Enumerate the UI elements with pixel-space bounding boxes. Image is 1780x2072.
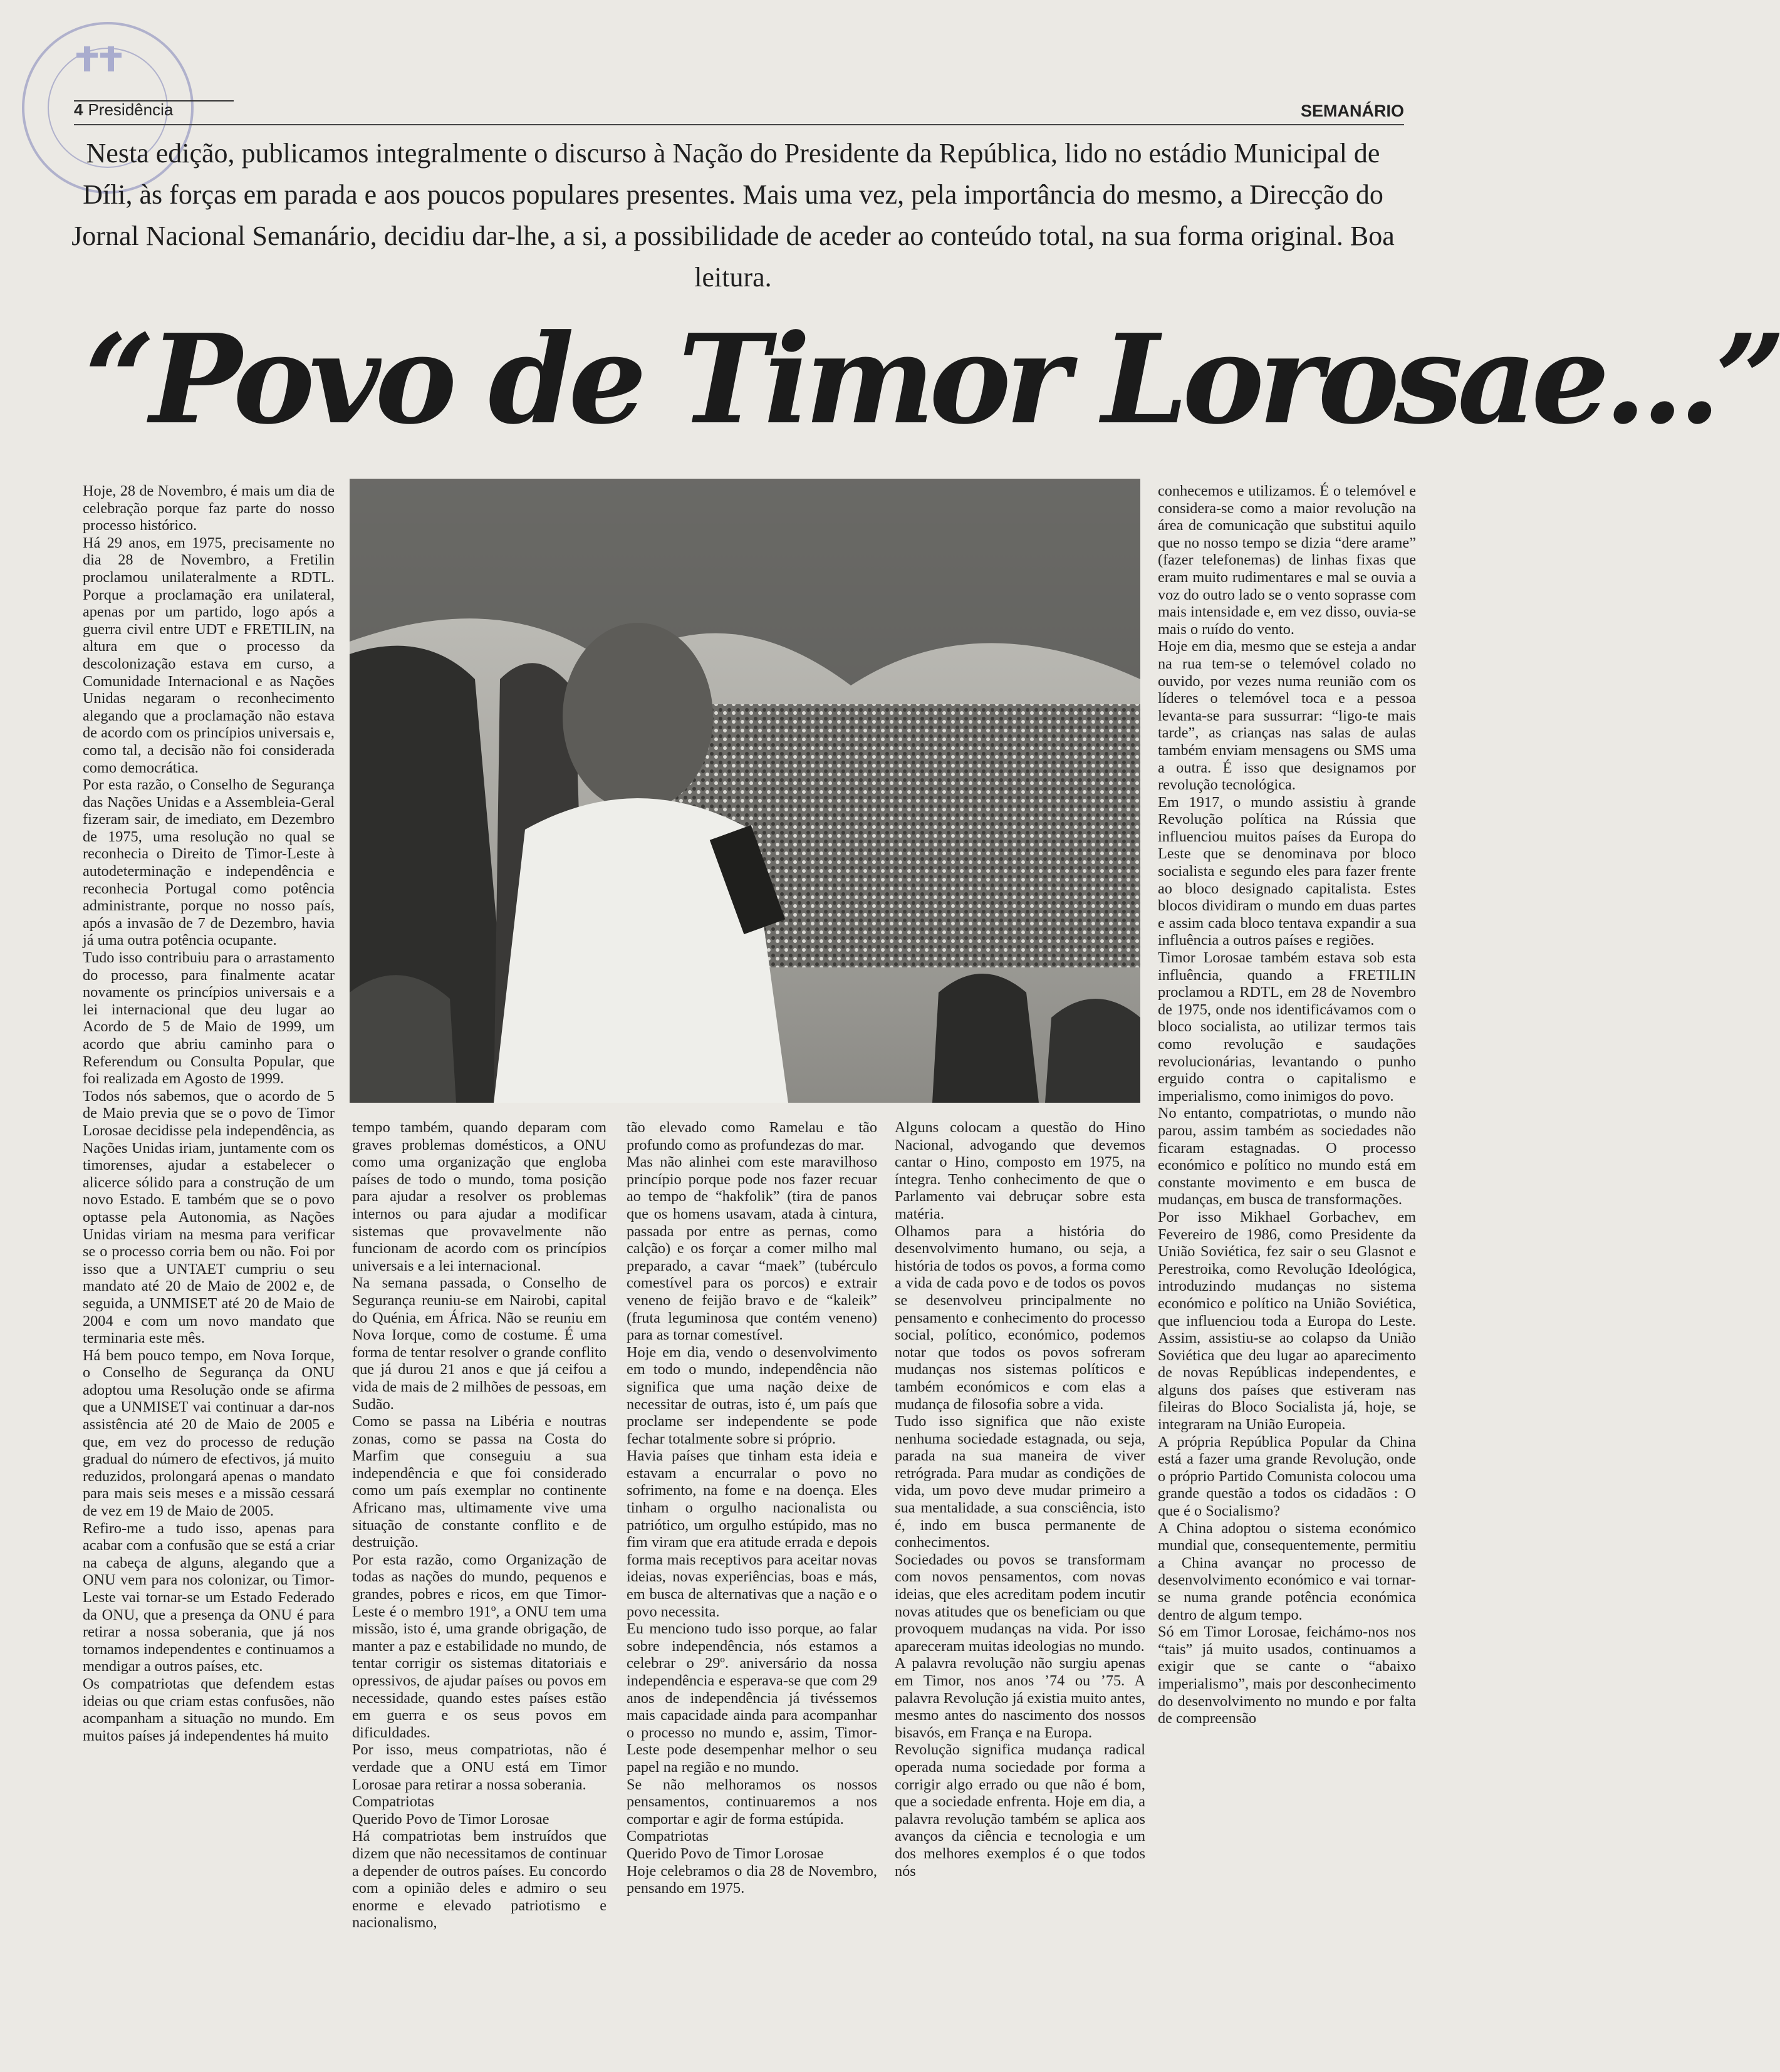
president-speech-photo: [350, 479, 1140, 1103]
paragraph: Por isso, meus compatriotas, não é verdade que a ONU está em Timor Lorosae para retirar a nossa soberania.: [352, 1741, 606, 1793]
article-column-3: [627, 1119, 877, 1897]
paragraph: tempo também, quando deparam com graves problemas domésticos, a ONU como uma organização que engloba países de todo o mundo, toma posição para ajudar a resolver os problemas internos ou para ajudar a modificar sistemas que provavelmente não funcionam de acordo com os princípios universais e a lei internacional.: [352, 1119, 606, 1274]
paragraph: Há compatriotas bem instruídos que dizem que não necessitamos de continuar a depender de outros países. Eu concordo com a opinião deles e admiro o seu enorme e elevado patriotismo e nacionalismo,: [352, 1828, 606, 1932]
section-name: Presidência: [88, 100, 174, 119]
paragraph: Hoje, 28 de Novembro, é mais um dia de celebração porque faz parte do nosso processo histórico.: [83, 482, 335, 534]
intro-paragraph: Nesta edição, publicamos integralmente o discurso à Nação do Presidente da República, lido no estádio Municipal de Díli, às forças em parada e aos poucos populares presentes. Mais uma vez, pela importância do mesmo, a Direcção do Jornal Nacional Semanário, decidiu dar-lhe, a si, a possibilidade de aceder ao conteúdo total, na sua forma original. Boa leitura.: [71, 138, 1395, 293]
paragraph: conhecemos e utilizamos. É o telemóvel e considera-se como a maior revolução na área de comunicação que substitui aquilo que no nosso tempo se dizia “dere arame” (fazer telefonemas) de linhas fixas que eram muito rudimentares e mal se ouvia a voz do outro lado se o vento soprasse com mais intensidade e, em vez disso, ouvia-se mais o ruído do vento.: [1158, 482, 1416, 638]
paragraph: Hoje em dia, mesmo que se esteja a andar na rua tem-se o telemóvel colado no ouvido, por vezes numa reunião com os líderes o telemóvel toca e a pessoa levanta-se para sussurrar: “ligo-te mais tarde”, as crianças nas salas de aulas também enviam mensagens ou SMS uma a outra. É isso que designamos por revolução tecnológica.: [1158, 638, 1416, 794]
paragraph: Há 29 anos, em 1975, precisamente no dia 28 de Novembro, a Fretilin proclamou unilateralmente a RDTL. Porque a proclamação era unilateral, apenas por um partido, logo após a guerra civil entre UDT e FRETILIN, na altura em que o processo da descolonização estava em curso, a Comunidade Internacional e as Nações Unidas negaram o reconhecimento alegando que a proclamação não estava de acordo com os princípios universais e, como tal, a decisão não foi considerada como democrática.: [83, 534, 335, 776]
paragraph: Na semana passada, o Conselho de Segurança reuniu-se em Nairobi, capital do Quénia, em África. Não se reuniu em Nova Iorque, como de costume. É uma forma de tentar resolver o grande conflito que já durou 21 anos e que já ceifou a vida de mais de 2 milhões de pessoas, em Sudão.: [352, 1274, 606, 1413]
paragraph: Revolução significa mudança radical operada numa sociedade por forma a corrigir algo errado ou que não é bom, que a sociedade enfrenta. Hoje em dia, a palavra revolução também se aplica aos avanços da ciência e tecnologia e um dos melhores exemplos é o que todos nós: [895, 1741, 1145, 1880]
paragraph: Por esta razão, o Conselho de Segurança das Nações Unidas e a Assembleia-Geral fizeram sair, de imediato, em Dezembro de 1975, uma resolução no qual se reconhecia o Direito de Timor-Leste à autodeterminação e independência e reconhecia Portugal como potência administrante, porque no nosso país, após a invasão de 7 de Dezembro, havia já uma outra potência ocupante.: [83, 776, 335, 949]
paragraph: Tudo isso contribuiu para o arrastamento do processo, para finalmente acatar novamente os princípios universais e a lei internacional que deu lugar ao Acordo de 5 de Maio de 1999, um acordo que abriu caminho para o Referendum ou Consulta Popular, que foi realizada em Agosto de 1999.: [83, 949, 335, 1088]
paragraph: Sociedades ou povos se transformam com novos pensamentos, com novas ideias, que eles acreditam podem incutir novas atitudes que os beneficiam ou que provoquem mudanças na vida. Por isso apareceram muitas ideologias no mundo.: [895, 1551, 1145, 1655]
paragraph: Como se passa na Libéria e noutras zonas, como se passa na Costa do Marfim que conseguiu a sua independência e que foi considerado como um país exemplar no continente Africano mas, ultimamente vive uma situação de constante conflito e de destruição.: [352, 1413, 606, 1551]
paragraph: Por isso Mikhael Gorbachev, em Fevereiro de 1986, como Presidente da União Soviética, fez sair o seu Glasnot e Perestroika, como Revolução Ideológica, introduzindo mudanças no sistema económico e político na União Soviética, que influenciou toda a Europa do Leste. Assim, assistiu-se ao colapso da União Soviética que deu lugar ao aparecimento de novas Repúblicas independentes, e alguns dos países que estiveram nas fileiras do Bloco Socialista já, hoje, se integraram na União Europeia.: [1158, 1208, 1416, 1434]
newspaper-name: SEMANÁRIO: [1300, 102, 1404, 120]
page-number: 4: [74, 100, 83, 119]
paragraph: Timor Lorosae também estava sob esta influência, quando a FRETILIN proclamou a RDTL, em 28 de Novembro de 1975, onde nos identificávamos com o bloco socialista, ao utilizar termos tais como revolução e saudações revolucionárias, levantando o punho erguido contra o capitalismo e imperialismo, como inimigos do povo.: [1158, 949, 1416, 1105]
article-column-5: [1158, 482, 1416, 1727]
paragraph: Se não melhoramos os nossos pensamentos, continuaremos a nos comportar e agir de forma estúpida.: [627, 1776, 877, 1828]
top-rule: [74, 124, 1404, 125]
paragraph: No entanto, compatriotas, o mundo não parou, assim também as sociedades não ficaram estagnadas. O processo económico e político no mundo está em constante movimento e em busca de mudanças, em busca de transformações.: [1158, 1105, 1416, 1209]
paragraph: A palavra revolução não surgiu apenas em Timor, nos anos ’74 ou ’75. A palavra Revolução já existia muito antes, mesmo antes do nascimento dos nossos bisavós, em França e na Europa.: [895, 1655, 1145, 1741]
paragraph: tão elevado como Ramelau e tão profundo como as profundezas do mar.: [627, 1119, 877, 1153]
paragraph: Querido Povo de Timor Lorosae: [627, 1845, 824, 1862]
paragraph: Hoje em dia, vendo o desenvolvimento em todo o mundo, independência não significa que uma nação deixe de necessitar de outras, isto é, um país que proclame ser independente se pode fechar totalmente sobre si próprio.: [627, 1343, 877, 1447]
article-column-1: [83, 482, 335, 1744]
page-section-label: [74, 100, 173, 120]
paragraph: A própria República Popular da China está a fazer uma grande Revolução, onde o próprio Partido Comunista colocou uma grande questão a todos os cidadãos : O que é o Socialismo?: [1158, 1433, 1416, 1520]
paragraph: Alguns colocam a questão do Hino Nacional, advogando que devemos cantar o Hino, composto em 1975, na íntegra. Tenho conhecimento de que o Parlamento vai debruçar sobre esta matéria.: [895, 1119, 1145, 1222]
paragraph: Em 1917, o mundo assistiu à grande Revolução política na Rússia que influenciou muitos países da Europa do Leste que se denominava por bloco socialista e segundo eles para fazer frente ao bloco designado capitalista. Estes blocos dividiram o mundo em duas partes e assim cada bloco tentava expandir a sua influência a outros países e regiões.: [1158, 793, 1416, 949]
paragraph: Por esta razão, como Organização de todas as nações do mundo, pequenos e grandes, pobres e ricos, em que Timor-Leste é o membro 191º, a ONU tem uma missão, isto é, uma grande obrigação, de manter a paz e estabilidade no mundo, de tentar corrigir os sistemas ditatoriais e opressivos, de ajudar países ou povos em necessidade, quando estes países estão em guerra e os seus povos em dificuldades.: [352, 1551, 606, 1741]
paragraph: Tudo isso significa que não existe nenhuma sociedade estagnada, ou seja, parada na sua maneira de viver retrógrada. Para mudar as condições de vida, um povo deve mudar primeiro a sua mentalidade, a sua consciência, isto é, indo em busca permanente de conhecimentos.: [895, 1413, 1145, 1551]
headline: “Povo de Timor Lorosae...”: [85, 308, 1780, 452]
paragraph: A China adoptou o sistema económico mundial que, consequentemente, permitiu a China avançar no processo de desenvolvimento económico e vai tornar-se numa grande potência económica dentro de algum tempo.: [1158, 1519, 1416, 1623]
paragraph: Olhamos para a história do desenvolvimento humano, ou seja, a história de todos os povos, a forma como a vida de cada povo e de todos os povos se desenvolveu principalmente no pensamento e conhecimento do processo social, político, económico, podemos notar que todos os povos sofreram mudanças nos sistemas políticos e também económicos e com elas a mudança de filosofia sobre a vida.: [895, 1222, 1145, 1413]
paragraph: Há bem pouco tempo, em Nova Iorque, o Conselho de Segurança da ONU adoptou uma Resolução onde se afirma que a UNMISET vai continuar a dar-nos assistência até 20 de Maio de 2005 e que, em vez do processo de redução gradual do número de efectivos, já muito reduzidos, prolongará apenas o mandato para mais seis meses e a missão cessará de vez em 19 de Maio de 2005.: [83, 1346, 335, 1520]
paragraph: Os compatriotas que defendem estas ideias ou que criam estas confusões, não acompanham a situação no mundo. Em muitos países já independentes há muito: [83, 1675, 335, 1744]
paragraph: Compatriotas: [352, 1793, 434, 1811]
article-column-4: [895, 1119, 1145, 1880]
paragraph: Compatriotas: [627, 1828, 709, 1845]
paragraph: Mas não alinhei com este maravilhoso princípio porque pode nos fazer recuar ao tempo de “hakfolik” (tira de panos que os homens usavam, atada à cintura, passada por entre as pernas, como calção) e os forçar a comer milho mal preparado, a cavar “maek” (tubérculo comestível para os porcos) e extrair veneno de feijão bravo e de “kaleik” (fruta leguminosa que contém veneno) para as tornar comestível.: [627, 1153, 877, 1344]
paragraph: Só em Timor Lorosae, feichámo-nos nos “tais” já muito usados, continuamos a exigir que se cante o “abaixo imperialismo”, mais por desconhecimento do desenvolvimento no mundo e por falta de compreensão: [1158, 1623, 1416, 1727]
article-column-2: [352, 1119, 606, 1932]
paragraph: Eu menciono tudo isso porque, ao falar sobre independência, nós estamos a celebrar o 29º. aniversário da nossa independência e esperava-se que com 29 anos de independência já tivéssemos mais capacidade ainda para acompanhar o processo no mundo e, assim, Timor-Leste pode desempenhar melhor o seu papel na região e no mundo.: [627, 1620, 877, 1776]
paragraph: Refiro-me a tudo isso, apenas para acabar com a confusão que se está a criar na cabeça de alguns, alegando que a ONU vem para nos colonizar, ou Timor-Leste vai tornar-se um Estado Federado da ONU, que a presença da ONU é para retirar a nossa soberania, que já nos tornamos independentes e continuamos a mendigar a outros países, etc.: [83, 1519, 335, 1675]
paragraph: Todos nós sabemos, que o acordo de 5 de Maio previa que se o povo de Timor Lorosae decidisse pela independência, as Nações Unidas iriam, juntamente com os timorenses, ajudar a estabelecer o alicerce sólido para a construção de um novo Estado. E também que se o povo optasse pela Autonomia, as Nações Unidas viriam na mesma para verificar se o processo corria bem ou não. Foi por isso que a UNTAET cumpriu o seu mandato até 20 de Maio de 2002 e, de seguida, a UNMISET até 20 de Maio de 2004 e com um novo mandato que terminaria este mês.: [83, 1087, 335, 1347]
paragraph: Havia países que tinham esta ideia e estavam a encurralar o povo no sofrimento, na fome e na doença. Eles tinham o orgulho nacionalista ou patriótico, um orgulho estúpido, mas no fim viram que era atitude errada e depois forma mais receptivos para aceitar novas ideias, novas experiências, boas e más, em busca de alternativas que a nação e o povo necessita.: [627, 1447, 877, 1620]
paragraph: Querido Povo de Timor Lorosae: [352, 1810, 549, 1828]
paragraph: Hoje celebramos o dia 28 de Novembro, pensando em 1975.: [627, 1862, 877, 1897]
